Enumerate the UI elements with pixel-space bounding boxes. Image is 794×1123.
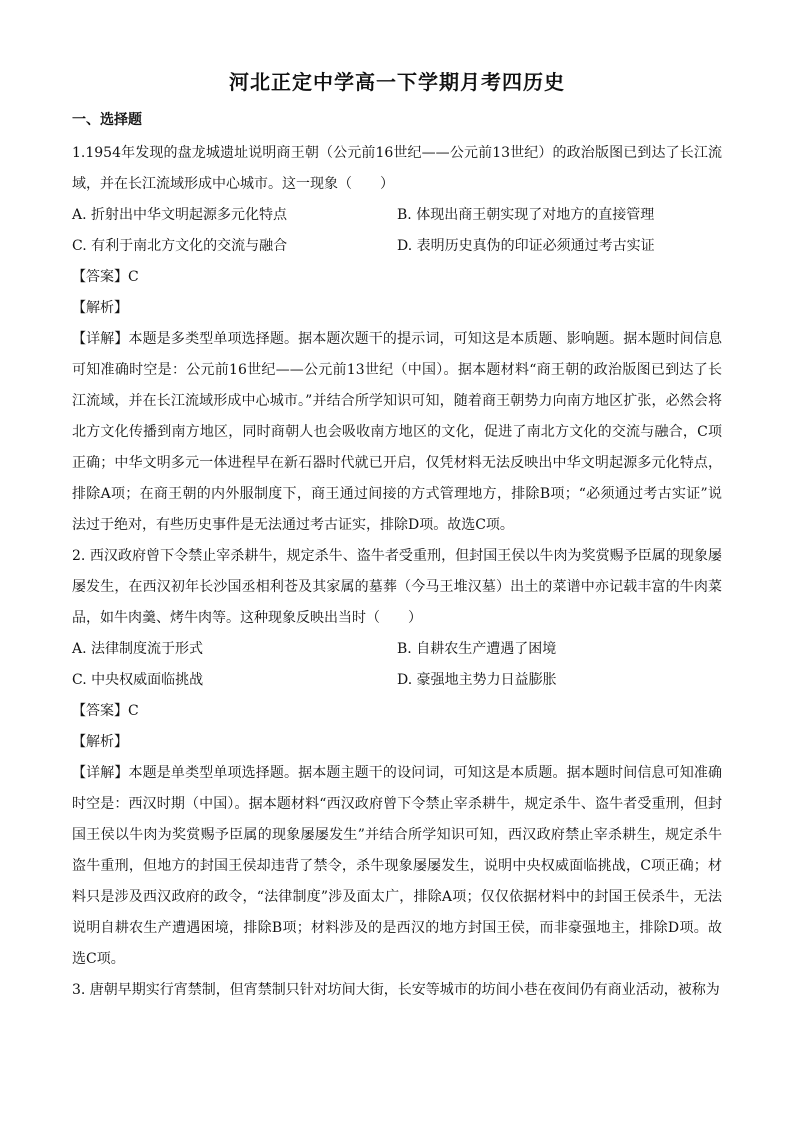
page-title: 河北正定中学高一下学期月考四历史 <box>229 70 565 94</box>
question-1-answer: 【答案】C <box>72 269 139 285</box>
question-2-option-d: D. 豪强地主势力日益膨胀 <box>397 672 557 688</box>
question-1-stem: 1.1954年发现的盘龙城遗址说明商王朝（公元前16世纪——公元前13世纪）的政治版图已到达了长江流域，并在长江流域形成中心城市。这一现象（ ） <box>72 145 722 192</box>
document-page <box>72 66 722 1006</box>
question-2-option-c: C. 中央权威面临挑战 <box>72 672 204 688</box>
question-1-options <box>72 200 722 262</box>
question-3-stem: 3. 唐朝早期实行宵禁制，但宵禁制只针对坊间大街，长安等城市的坊间小巷在夜间仍有商业活动，被称为 <box>72 982 720 998</box>
question-2-options <box>72 634 722 696</box>
question-1-option-c: C. 有利于南北方文化的交流与融合 <box>72 238 288 254</box>
question-2 <box>72 541 722 975</box>
question-1-analysis-label: 【解析】 <box>72 300 128 316</box>
question-2-analysis-label: 【解析】 <box>72 734 128 750</box>
question-2-option-b: B. 自耕农生产遭遇了困境 <box>397 641 557 657</box>
question-1-option-a: A. 折射出中华文明起源多元化特点 <box>72 207 288 223</box>
question-1-option-d: D. 表明历史真伪的印证必须通过考古实证 <box>397 238 655 254</box>
section-heading: 一、选择题 <box>72 112 142 128</box>
question-2-answer: 【答案】C <box>72 703 139 719</box>
question-1 <box>72 138 722 541</box>
question-2-option-a: A. 法律制度流于形式 <box>72 641 204 657</box>
question-1-option-b: B. 体现出商王朝实现了对地方的直接管理 <box>397 207 655 223</box>
question-2-stem: 2. 西汉政府曾下令禁止宰杀耕牛，规定杀牛、盗牛者受重刑，但封国王侯以牛肉为奖赏赐予臣属的现象屡屡发生，在西汉初年长沙国丞相利苍及其家属的墓葬（今马王堆汉墓）出土的菜谱中亦记载丰富的牛肉菜品，如牛肉羹、烤牛肉等。这种现象反映出当时（ ） <box>72 548 722 626</box>
question-2-detail: 【详解】本题是单类型单项选择题。据本题主题干的设问词，可知这是本质题。据本题时间信息可知准确时空是：西汉时期（中国）。据本题材料“西汉政府曾下令禁止宰杀耕牛，规定杀牛、盗牛者受重刑，但封国王侯以牛肉为奖赏赐予臣属的现象屡屡发生”并结合所学知识可知，西汉政府禁止宰杀耕生，规定杀牛盗牛重刑，但地方的封国王侯却违背了禁令，杀牛现象屡屡发生，说明中央权威面临挑战，C项正确；材料只是涉及西汉政府的政令，“法律制度”涉及面太广，排除A项；仅仅依据材料中的封国王侯杀牛，无法说明自耕农生产遭遇困境，排除B项；材料涉及的是西汉的地方封国王侯，而非豪强地主，排除D项。故选C项。 <box>72 765 722 967</box>
question-1-detail: 【详解】本题是多类型单项选择题。据本题次题干的提示词，可知这是本质题、影响题。据本题时间信息可知准确时空是：公元前16世纪——公元前13世纪（中国）。据本题材料“商王朝的政治版图已到达了长江流域，并在长江流域形成中心城市。”并结合所学知识可知，随着商王朝势力向南方地区扩张，必然会将北方文化传播到南方地区，同时商朝人也会吸收南方地区的文化，促进了南北方文化的交流与融合，C项正确；中华文明多元一体进程早在新石器时代就已开启，仅凭材料无法反映出中华文明起源多元化特点，排除A项；在商王朝的内外服制度下，商王通过间接的方式管理地方，排除B项；“必须通过考古实证”说法过于绝对，有些历史事件是无法通过考古证实，排除D项。故选C项。 <box>72 331 722 533</box>
question-3 <box>72 975 722 1006</box>
